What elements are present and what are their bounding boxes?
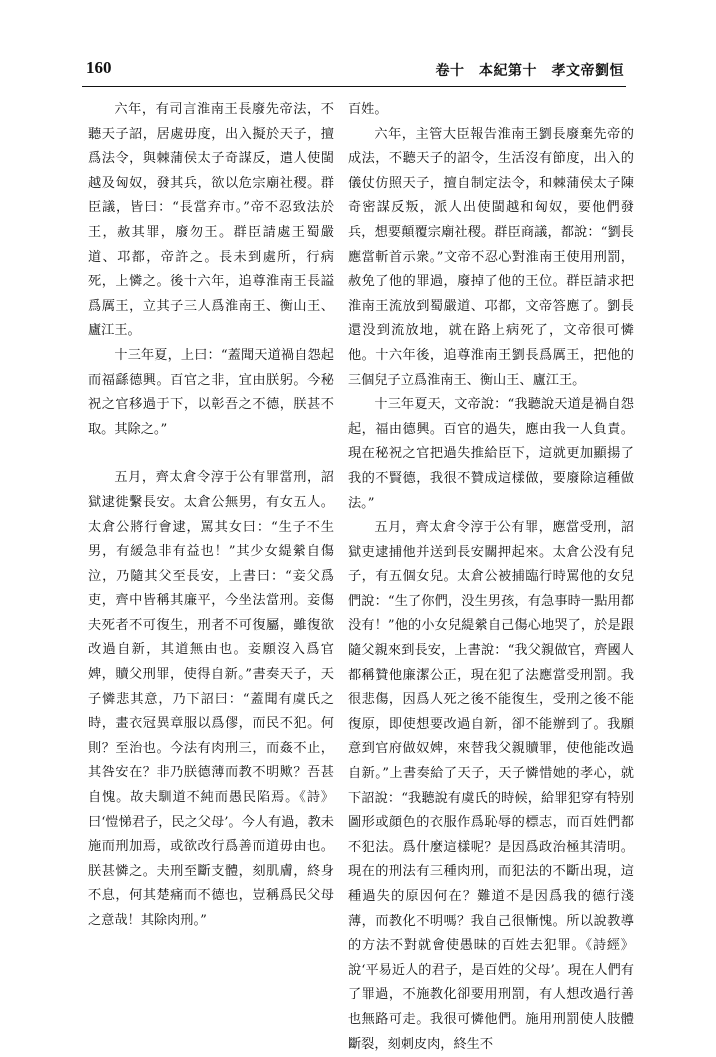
paragraph-year-six: 六年，有司言淮南王長廢先帝法，不聽天子詔，居處毋度，出入擬於天子，擅爲法令，與棘蒲侯太子奇謀反，遣人使閩越及匈奴，發其兵，欲以危宗廟社稷。群臣議，皆曰：“長當弃市。”帝不忍致法於王，赦其罪，廢勿王。群臣請處王蜀嚴道、邛都，帝許之。長未到處所，行病死，上憐之。後十六年，追尊淮南王長謚爲厲王，立其子三人爲淮南王、衡山王、廬江王。 bbox=[88, 102, 334, 339]
running-head: 卷十 本紀第十 孝文帝劉恒 bbox=[435, 63, 624, 79]
paragraph-year-thirteen: 十三年夏，上曰：“蓋聞天道禍自怨起而福繇德興。百官之非，宜由朕躬。今秘祝之官移過于下，以彰吾之不德，朕甚不取。其除之。” bbox=[88, 347, 334, 437]
paragraph-fifth-month: 五月，齊太倉令淳于公有罪當刑，詔獄逮徙繫長安。太倉公無男，有女五人。太倉公將行會逮，罵其女曰：“生子不生男，有緩急非有益也！”其少女緹縈自傷泣，乃隨其父至長安，上書曰：“妾父爲吏，齊中皆稱其廉平，今坐法當刑。妾傷夫死者不可復生，刑者不可復屬，雖復欲改過自新，其道無由也。妾願沒入爲官婢，贖父刑罪，使得自新。”書奏天子，天子憐悲其意，乃下詔曰：“蓋聞有虞氏之時，畫衣冠異章服以爲僇，而民不犯。何則？至治也。今法有肉刑三，而姦不止，其咎安在？非乃朕德薄而教不明歟？吾甚自愧。故夫馴道不純而愚民陷焉。《詩》曰‘愷悌君子，民之父母’。今人有過，教未施而刑加焉，或欲改行爲善而道毋由也。朕甚憐之。夫刑至斷支體，刻肌膚，終身不息，何其楚痛而不德也，豈稱爲民父母之意哉！其除肉刑。” bbox=[88, 470, 334, 928]
continuation-line: 百姓。 bbox=[348, 102, 388, 117]
page-number: 160 bbox=[86, 58, 112, 77]
left-column-classical-text bbox=[88, 98, 334, 934]
header-rule bbox=[82, 86, 626, 87]
paragraph-year-thirteen-translation: 十三年夏天，文帝說：“我聽說天道是禍自怨起，福由德興。百官的過失，應由我一人負責。現在秘祝之官把過失推給臣下，這就更加顯揚了我的不賢德，我很不贊成這樣做，要廢除這種做法。” bbox=[348, 397, 634, 511]
paragraph-year-six-translation: 六年，主管大臣報告淮南王劉長廢棄先帝的成法，不聽天子的詔令，生活沒有節度，出入的儀仗仿照天子，擅自制定法令，和棘蒲侯太子陳奇密謀反叛，派人出使閩越和匈奴，要他們發兵，想要顛覆宗廟社稷。群臣商議，都說：“劉長應當斬首示衆。”文帝不忍心對淮南王使用刑罰，赦免了他的罪過，廢掉了他的王位。群臣請求把淮南王流放到蜀嚴道、邛都，文帝答應了。劉長還没到流放地，就在路上病死了，文帝很可憐他。十六年後，追尊淮南王劉長爲厲王，把他的三個兒子立爲淮南王、衡山王、廬江王。 bbox=[348, 126, 634, 388]
paragraph-gap bbox=[88, 442, 334, 466]
right-column-translation bbox=[348, 98, 634, 1057]
paragraph-fifth-month-translation: 五月，齊太倉令淳于公有罪，應當受刑，詔獄吏逮捕他并送到長安關押起來。太倉公没有兒子，有五個女兒。太倉公被捕臨行時罵他的女兒們說：“生了你們，没生男孩，有急事時一點用都没有！”他的小女兒緹縈自己傷心地哭了，於是跟隨父親來到長安，上書說：“我父親做官，齊國人都稱贊他廉潔公正，現在犯了法應當受刑罰。我很悲傷，因爲人死之後不能復生，受刑之後不能復原，即使想要改過自新，卻不能辦到了。我願意到官府做奴婢，來替我父親贖罪，使他能改過自新。”上書奏給了天子，天子憐惜她的孝心，就下詔說：“我聽說有虞氏的時候，給罪犯穿有特别圖形或顔色的衣服作爲恥辱的標志，而百姓們都不犯法。爲什麼這樣呢？是因爲政治極其清明。現在的刑法有三種肉刑，而犯法的不斷出現，這種過失的原因何在？難道不是因爲我的德行淺薄，而教化不明嗎？我自己很慚愧。所以說教導的方法不對就會使愚昧的百姓去犯罪。《詩經》說‘平易近人的君子，是百姓的父母’。現在人們有了罪過，不施教化卻要用刑罰，有人想改過行善也無路可走。我很可憐他們。施用刑罰使人肢體斷裂，刻刺皮肉，終生不 bbox=[348, 520, 634, 1052]
